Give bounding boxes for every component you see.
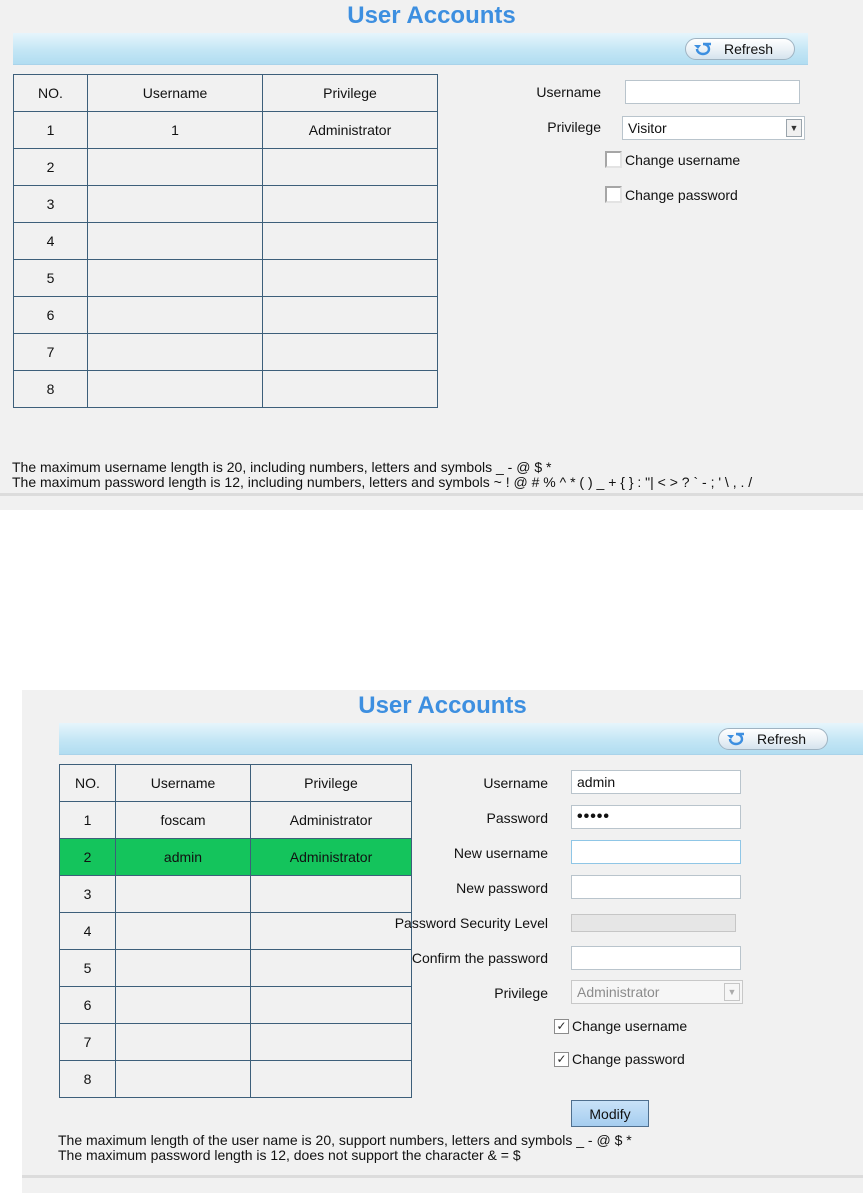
row-number: 4: [14, 223, 88, 260]
row-privilege: [263, 371, 438, 408]
row-privilege: Administrator: [251, 839, 412, 876]
table-row-selected[interactable]: [60, 839, 412, 876]
password-rule-note: The maximum password length is 12, does not support the character & = $: [58, 1147, 521, 1163]
privilege-selected-value: Visitor: [628, 120, 667, 136]
privilege-label: Privilege: [547, 119, 601, 135]
row-username: [88, 371, 263, 408]
accounts-table: [13, 74, 438, 408]
row-username: [116, 987, 251, 1024]
checkmark-icon: ✓: [556, 1019, 567, 1033]
bottom-divider: [22, 1175, 863, 1178]
row-number: 7: [14, 334, 88, 371]
change-password-label: Change password: [572, 1051, 685, 1067]
row-number: 5: [60, 950, 116, 987]
table-header-row: [60, 765, 412, 802]
change-username-label: Change username: [572, 1018, 688, 1034]
privilege-selected-value: Administrator: [577, 984, 660, 1000]
row-username: foscam: [116, 802, 251, 839]
table-row[interactable]: [14, 334, 438, 371]
table-row[interactable]: [14, 149, 438, 186]
privilege-select[interactable]: [622, 116, 805, 140]
change-password-option[interactable]: [605, 186, 738, 203]
modify-button[interactable]: Modify: [571, 1100, 649, 1127]
row-number: 3: [60, 876, 116, 913]
row-number: 5: [14, 260, 88, 297]
column-header-no: NO.: [14, 75, 88, 112]
confirm-password-input[interactable]: [571, 946, 741, 970]
refresh-button[interactable]: [685, 38, 795, 60]
table-row[interactable]: [14, 186, 438, 223]
row-username: [116, 913, 251, 950]
username-rule-note: The maximum username length is 20, including numbers, letters and symbols _ - @ $ *: [12, 459, 552, 475]
change-password-option[interactable]: [554, 1051, 685, 1067]
password-rule-note: The maximum password length is 12, including numbers, letters and symbols ~ ! @ # % ^ * ( ) _ + { } : "| < > ? ` - ; ' \ , . /: [12, 474, 753, 490]
bottom-divider: [0, 493, 863, 496]
change-password-checkbox[interactable]: [605, 186, 622, 203]
column-header-username: Username: [88, 75, 263, 112]
row-username: [88, 223, 263, 260]
dropdown-arrow-icon[interactable]: ▼: [786, 119, 802, 137]
row-username: [116, 1024, 251, 1061]
toolbar-header: [13, 33, 808, 65]
row-username: [88, 260, 263, 297]
table-row[interactable]: [14, 371, 438, 408]
username-input[interactable]: [625, 80, 800, 104]
row-username: [88, 334, 263, 371]
change-username-option[interactable]: [554, 1018, 687, 1034]
table-row[interactable]: [60, 876, 412, 913]
row-privilege: [251, 1024, 412, 1061]
row-number: 6: [14, 297, 88, 334]
row-privilege: [263, 223, 438, 260]
privilege-select: [571, 980, 743, 1004]
row-username: [88, 149, 263, 186]
toolbar-header: [59, 723, 863, 755]
username-label: Username: [483, 775, 548, 791]
row-number: 7: [60, 1024, 116, 1061]
refresh-arrow-icon: [686, 41, 720, 57]
row-privilege: [263, 149, 438, 186]
row-privilege: Administrator: [251, 802, 412, 839]
row-privilege: [251, 950, 412, 987]
username-label: Username: [536, 84, 601, 100]
user-accounts-panel-1: [0, 0, 863, 510]
table-row[interactable]: [60, 987, 412, 1024]
user-accounts-panel-2: [22, 690, 863, 1193]
row-privilege: [263, 297, 438, 334]
privilege-label: Privilege: [494, 985, 548, 1001]
row-number: 3: [14, 186, 88, 223]
row-privilege: [263, 260, 438, 297]
row-privilege: [263, 334, 438, 371]
checkmark-icon: ✓: [556, 1052, 567, 1066]
column-header-privilege: Privilege: [263, 75, 438, 112]
refresh-arrow-icon: [719, 731, 753, 747]
change-username-option[interactable]: [605, 151, 740, 168]
row-number: 4: [60, 913, 116, 950]
change-password-label: Change password: [625, 186, 738, 203]
new-username-input[interactable]: [571, 840, 741, 864]
username-input[interactable]: admin: [571, 770, 741, 794]
table-header-row: [14, 75, 438, 112]
column-header-username: Username: [116, 765, 251, 802]
table-row[interactable]: [60, 1061, 412, 1098]
row-privilege: [263, 186, 438, 223]
new-password-input[interactable]: [571, 875, 741, 899]
username-rule-note: The maximum length of the user name is 20, support numbers, letters and symbols _ - @ $ *: [58, 1132, 632, 1148]
table-row[interactable]: [14, 260, 438, 297]
password-label: Password: [486, 810, 548, 826]
password-security-level-label: Password Security Level: [394, 915, 548, 931]
row-username: [88, 297, 263, 334]
table-row[interactable]: [60, 950, 412, 987]
new-password-label: New password: [456, 880, 548, 896]
row-number: 8: [14, 371, 88, 408]
change-username-label: Change username: [625, 151, 741, 168]
accounts-table: [59, 764, 412, 1098]
row-privilege: [251, 913, 412, 950]
row-privilege: Administrator: [263, 112, 438, 149]
new-username-label: New username: [453, 845, 548, 861]
column-header-no: NO.: [60, 765, 116, 802]
row-username: 1: [88, 112, 263, 149]
change-password-checkbox[interactable]: [554, 1052, 569, 1067]
dropdown-arrow-icon: ▼: [724, 983, 740, 1001]
page-title: User Accounts: [358, 692, 527, 719]
refresh-label: Refresh: [757, 731, 807, 747]
row-username: [116, 876, 251, 913]
refresh-label: Refresh: [724, 41, 774, 57]
password-input[interactable]: •••••: [571, 805, 741, 829]
change-username-checkbox[interactable]: [554, 1019, 569, 1034]
table-row[interactable]: [14, 223, 438, 260]
row-number: 1: [14, 112, 88, 149]
confirm-password-label: Confirm the password: [411, 950, 548, 966]
row-privilege: [251, 876, 412, 913]
row-number: 1: [60, 802, 116, 839]
page-title: User Accounts: [347, 2, 516, 29]
refresh-button[interactable]: [718, 728, 828, 750]
change-username-checkbox[interactable]: [605, 151, 622, 168]
row-username: [116, 950, 251, 987]
password-security-meter: [571, 914, 736, 932]
row-username: admin: [116, 839, 251, 876]
row-number: 2: [14, 149, 88, 186]
row-number: 8: [60, 1061, 116, 1098]
table-row[interactable]: [14, 297, 438, 334]
column-header-privilege: Privilege: [251, 765, 412, 802]
table-row[interactable]: [60, 1024, 412, 1061]
row-privilege: [251, 987, 412, 1024]
table-row[interactable]: [14, 112, 438, 149]
row-number: 6: [60, 987, 116, 1024]
row-username: [116, 1061, 251, 1098]
table-row[interactable]: [60, 913, 412, 950]
row-privilege: [251, 1061, 412, 1098]
row-username: [88, 186, 263, 223]
table-row[interactable]: [60, 802, 412, 839]
row-number: 2: [60, 839, 116, 876]
